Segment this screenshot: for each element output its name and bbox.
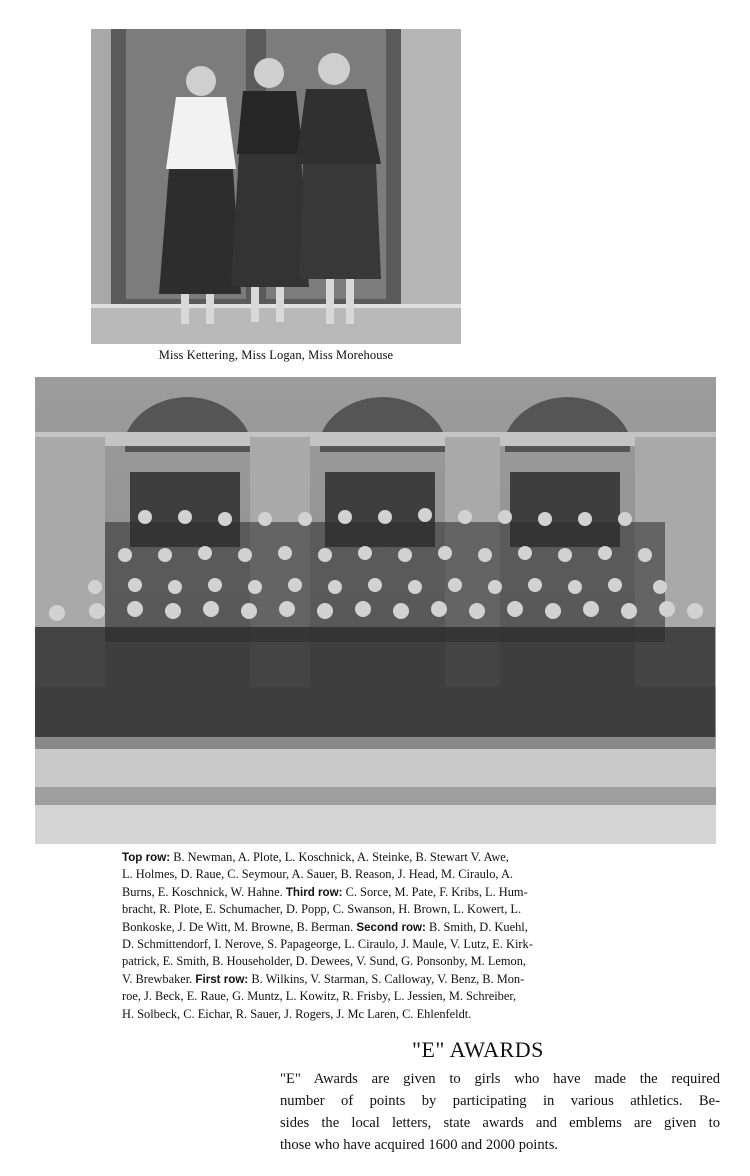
group-photo [35,377,716,844]
awards-paragraph [280,1068,720,1156]
caption-line: L. Holmes, D. Raue, C. Seymour, A. Sauer, B. Reason, J. Head, M. Ciraulo, A. [122,867,513,882]
caption-line: roe, J. Beck, E. Raue, G. Muntz, L. Kowitz, R. Frisby, L. Jessien, M. Schreiber, [122,989,517,1004]
awards-line: "E" Awards are given to girls who have made the required [280,1071,720,1087]
awards-line: number of points by participating in various athletics. Be- [280,1093,720,1109]
caption-line: V. Brewbaker. First row: B. Wilkins, V. Starman, S. Calloway, V. Benz, B. Mon- [122,971,525,986]
caption-line: H. Solbeck, C. Eichar, R. Sauer, J. Rogers, J. Mc Laren, C. Ehlenfeldt. [122,1006,472,1021]
group-photo-caption [122,849,632,1023]
caption-line: Burns, E. Koschnick, W. Hahne. Third row: C. Sorce, M. Pate, F. Kribs, L. Hum- [122,884,528,899]
caption-line: Bonkoske, J. De Witt, M. Browne, B. Berman. Second row: B. Smith, D. Kuehl, [122,919,528,934]
second-row-label: Second row: [356,920,426,934]
teachers-photo-image [91,29,461,344]
caption-line: D. Schmittendorf, I. Nerove, S. Papageorge, L. Ciraulo, J. Maule, V. Lutz, E. Kirk- [122,937,533,952]
teachers-photo-caption: Miss Kettering, Miss Logan, Miss Morehouse [158,348,394,362]
awards-line: sides the local letters, state awards and emblems are given to [280,1115,720,1131]
caption-line: patrick, E. Smith, B. Householder, D. Dewees, V. Sund, G. Ponsonby, M. Lemon, [122,954,527,969]
first-row-label: First row: [195,972,249,986]
awards-line: those who have acquired 1600 and 2000 points. [280,1137,559,1153]
awards-heading: "E" AWARDS [412,1037,544,1062]
third-row-label: Third row: [285,885,343,899]
top-row-label: Top row: [122,851,171,864]
caption-line: bracht, R. Plote, E. Schumacher, D. Popp, C. Swanson, H. Brown, L. Kowert, L. [122,902,522,917]
group-photo-image [35,377,716,844]
caption-line: Top row: B. Newman, A. Plote, L. Koschnick, A. Steinke, B. Stewart V. Awe, [122,850,509,864]
teachers-photo [91,29,461,344]
